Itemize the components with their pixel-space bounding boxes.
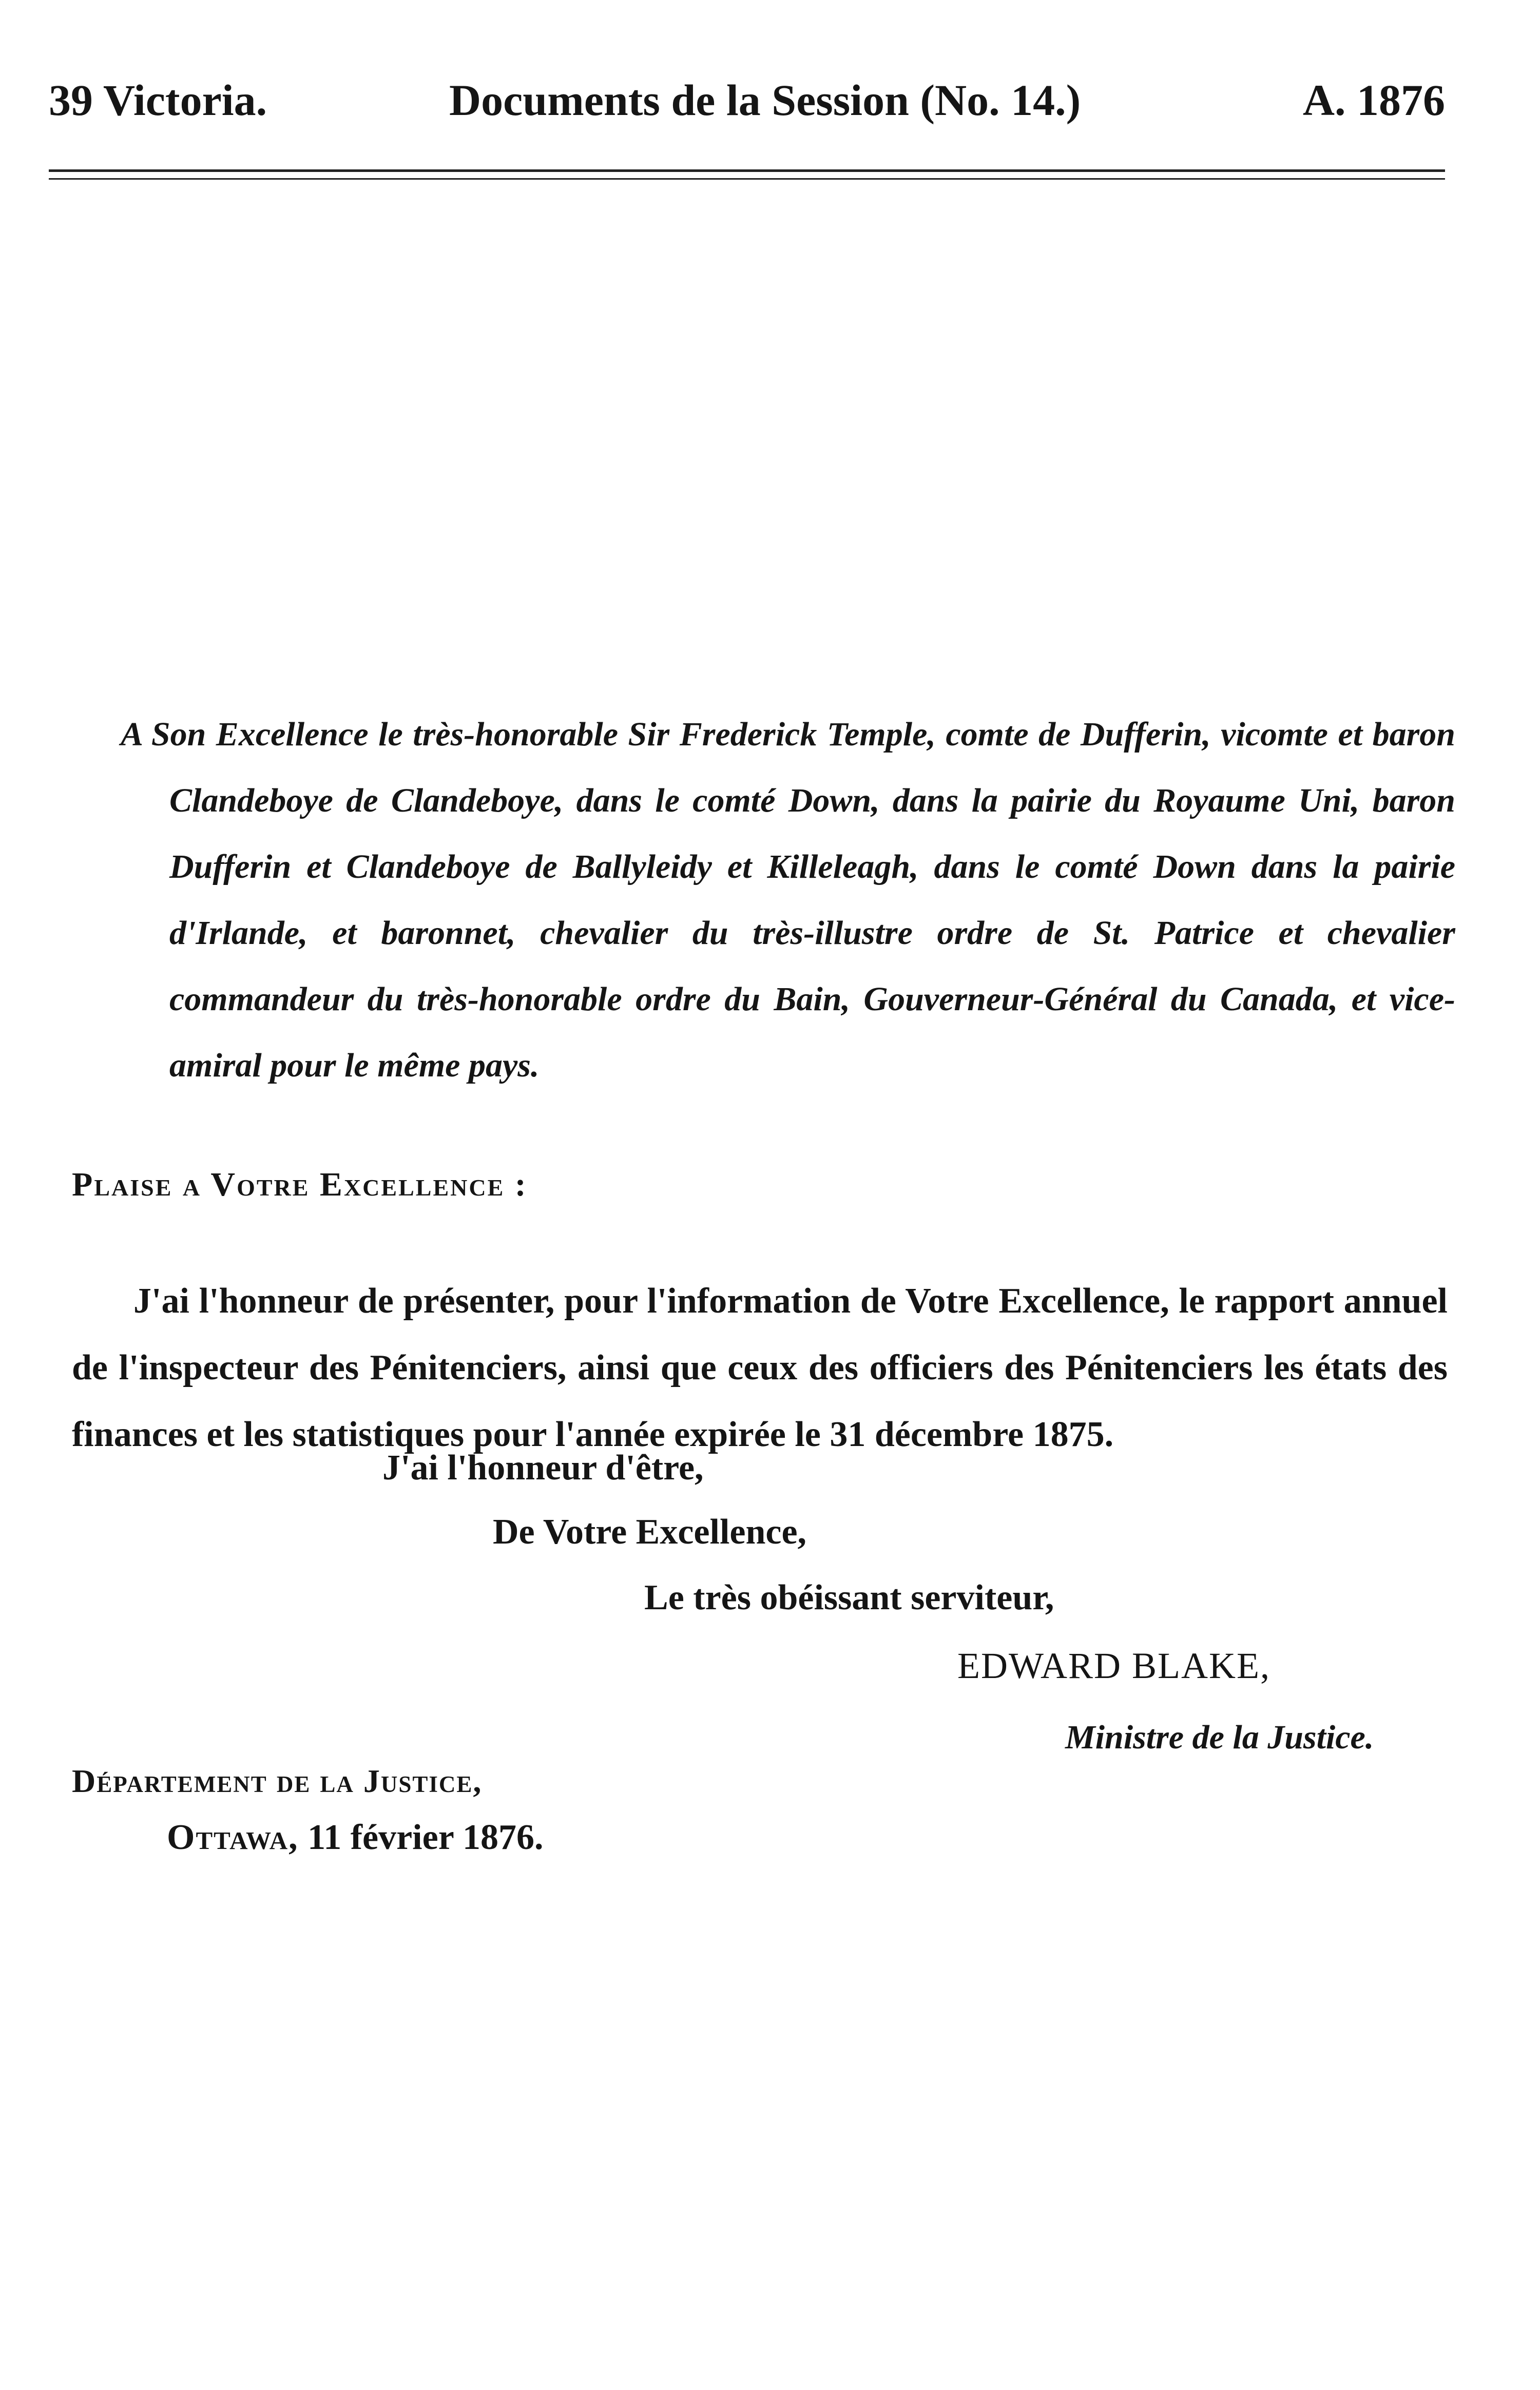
letter-body: J'ai l'honneur de présenter, pour l'information de Votre Excellence, le rapport annuel de l'inspecteur des Pénitenciers, ainsi que ceux des officiers des Pénitenciers les états des finances et les statistiques pour l'année expirée le 31 décembre 1875.	[72, 1281, 1448, 1454]
closing-line-2: De Votre Excellence,	[493, 1512, 807, 1552]
salutation: Plaise a Votre Excellence :	[72, 1166, 528, 1203]
signer-name: EDWARD BLAKE,	[957, 1645, 1270, 1686]
header-regnal-year: 39 Victoria.	[49, 75, 267, 125]
closing-line-3: Le très obéissant serviteur,	[644, 1578, 1054, 1617]
header-rule-top	[49, 169, 1445, 172]
city: Ottawa,	[167, 1818, 299, 1857]
header-rule-bottom	[49, 178, 1445, 180]
running-header	[49, 72, 1445, 128]
date: 11 février 1876.	[307, 1818, 544, 1857]
department-name: Département de la Justice,	[72, 1763, 483, 1799]
header-year: A. 1876	[1302, 75, 1445, 125]
place-and-date	[167, 1812, 544, 1863]
signer-title: Ministre de la Justice.	[1065, 1719, 1374, 1756]
closing-line-1: J'ai l'honneur d'être,	[382, 1448, 704, 1488]
address-to-governor: A Son Excellence le très-honorable Sir Frederick Temple, comte de Dufferin, vicomte et baron Clandeboye de Clandeboye, dans le comté Down, dans la pairie du Royaume Uni, baron Dufferin et Clandeboye de Ballyleidy et Killeleagh, dans le comté Down dans la pairie d'Irlande, et baronnet, chevalier du très-illustre ordre de St. Patrice et chevalier commandeur du très-honorable ordre du Bain, Gouverneur-Général du Canada, et vice-amiral pour le même pays.	[121, 716, 1455, 1084]
header-session-title: Documents de la Session (No. 14.)	[449, 75, 1081, 125]
